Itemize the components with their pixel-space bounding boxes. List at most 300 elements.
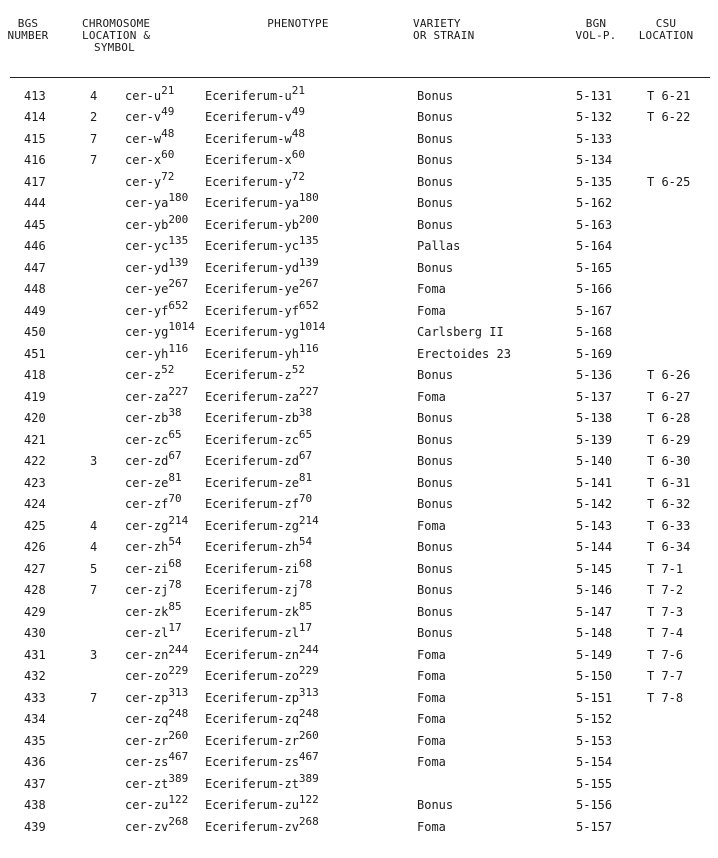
bgs-number: 413 — [24, 88, 46, 103]
gene-symbol — [125, 234, 189, 253]
csu-location: T 6-28 — [647, 411, 691, 425]
bgs-number: 447 — [24, 260, 46, 275]
variety-name: Bonus — [417, 497, 454, 511]
gene-symbol-text: cer-yh — [125, 346, 169, 361]
gene-symbol-text: cer-zk — [125, 604, 169, 619]
phenotype-superscript: 229 — [298, 664, 319, 677]
phenotype-name — [205, 341, 319, 361]
gene-symbol-text: cer-yf — [125, 303, 169, 318]
bgs-number: 418 — [24, 368, 46, 382]
bgs-number: 425 — [24, 518, 46, 533]
bgs-number: 426 — [24, 540, 46, 554]
table-row — [0, 471, 718, 493]
table-body — [0, 84, 718, 837]
variety-name: Foma — [417, 712, 446, 726]
gene-symbol-superscript: 54 — [168, 535, 182, 548]
variety-name: Foma — [417, 389, 446, 404]
bgn-volume-page: 5-148 — [576, 626, 613, 640]
phenotype-superscript: 260 — [298, 728, 319, 742]
gene-symbol — [125, 814, 189, 834]
table-row — [0, 385, 718, 407]
phenotype-superscript: 65 — [298, 427, 313, 441]
bgn-volume-page: 5-143 — [576, 518, 613, 533]
bgs-number: 419 — [24, 389, 46, 404]
bgn-volume-page: 5-155 — [576, 776, 613, 791]
gene-symbol-text: cer-ze — [125, 475, 169, 490]
bgn-volume-page: 5-166 — [576, 282, 613, 296]
chromosome-number: 7 — [90, 153, 98, 167]
bgn-volume-page: 5-137 — [576, 389, 613, 404]
bgs-number: 435 — [24, 733, 46, 748]
gene-symbol-text: cer-zg — [125, 518, 169, 533]
phenotype-text: Eceriferum-zc — [205, 432, 299, 447]
phenotype-text: Eceriferum-yg — [205, 325, 299, 339]
phenotype-text: Eceriferum-zp — [205, 690, 299, 705]
phenotype-superscript: 116 — [298, 341, 319, 355]
bgs-number: 431 — [24, 647, 46, 662]
bgn-volume-page: 5-133 — [576, 131, 613, 146]
phenotype-text: Eceriferum-zh — [205, 540, 299, 554]
table-row — [0, 815, 718, 837]
bgn-volume-page: 5-164 — [576, 239, 613, 253]
phenotype-name — [205, 169, 305, 189]
variety-name: Erectoides 23 — [417, 346, 511, 361]
bgn-volume-page: 5-169 — [576, 346, 613, 361]
variety-name: Foma — [417, 690, 446, 705]
phenotype-name — [205, 105, 305, 124]
header-text: OR STRAIN — [413, 29, 475, 42]
phenotype-superscript: 17 — [298, 621, 313, 634]
table-row — [0, 450, 718, 472]
gene-symbol-text: cer-zp — [125, 690, 169, 705]
phenotype-text: Eceriferum-ye — [205, 282, 299, 296]
header-text: CSU — [655, 17, 677, 30]
phenotype-name — [205, 621, 313, 640]
table-row — [0, 772, 718, 794]
bgs-number: 445 — [24, 217, 46, 232]
gene-symbol-superscript: 78 — [168, 578, 182, 591]
gene-symbol-superscript: 467 — [168, 750, 189, 763]
bgs-number: 421 — [24, 432, 46, 447]
phenotype-text: Eceriferum-zf — [205, 497, 299, 511]
gene-symbol — [125, 427, 182, 447]
csu-location: T 6-29 — [647, 432, 691, 447]
phenotype-text: Eceriferum-za — [205, 389, 299, 404]
phenotype-text: Eceriferum-zs — [205, 755, 299, 769]
csu-location: T 7-1 — [647, 561, 684, 576]
variety-name: Carlsberg II — [417, 325, 504, 339]
gene-symbol-superscript: 49 — [161, 105, 175, 118]
gene-symbol-superscript: 313 — [168, 685, 189, 699]
variety-name: Foma — [417, 755, 446, 769]
gene-symbol-superscript: 52 — [161, 363, 175, 376]
phenotype-superscript: 68 — [298, 556, 313, 570]
phenotype-name — [205, 771, 319, 791]
table-row — [0, 686, 718, 708]
phenotype-text: Eceriferum-zt — [205, 776, 299, 791]
phenotype-name — [205, 814, 319, 834]
gene-symbol-text: cer-u — [125, 88, 162, 103]
gene-symbol-text: cer-za — [125, 389, 169, 404]
phenotype-name — [205, 384, 319, 404]
gene-symbol-superscript: 68 — [168, 556, 182, 570]
phenotype-name — [205, 212, 319, 232]
phenotype-superscript: 70 — [298, 492, 313, 505]
gene-symbol — [125, 148, 175, 167]
header-bgn-vol-p — [574, 18, 618, 42]
phenotype-superscript: 313 — [298, 685, 319, 699]
bgs-number: 415 — [24, 131, 46, 146]
header-text: CHROMOSOME — [82, 17, 151, 30]
header-text: PHENOTYPE — [267, 17, 329, 30]
gene-symbol-superscript: 227 — [168, 384, 189, 398]
phenotype-text: Eceriferum-zd — [205, 454, 299, 468]
table-row — [0, 794, 718, 816]
phenotype-name — [205, 578, 313, 597]
gene-symbol-text: cer-zf — [125, 497, 169, 511]
gene-symbol — [125, 513, 189, 533]
gene-symbol — [125, 298, 189, 318]
bgs-number: 439 — [24, 819, 46, 834]
phenotype-name — [205, 298, 319, 318]
gene-symbol — [125, 535, 182, 554]
bgn-volume-page: 5-145 — [576, 561, 613, 576]
chromosome-number: 2 — [90, 110, 98, 124]
variety-name: Bonus — [417, 561, 454, 576]
phenotype-superscript: 21 — [291, 83, 305, 97]
gene-symbol-text: cer-yg — [125, 325, 169, 339]
chromosome-number: 5 — [90, 561, 98, 576]
variety-name: Bonus — [417, 260, 454, 275]
phenotype-name — [205, 83, 305, 103]
bgs-number: 432 — [24, 669, 46, 683]
table-row — [0, 600, 718, 622]
gene-symbol-superscript: 139 — [168, 255, 189, 269]
phenotype-superscript: 60 — [291, 148, 305, 161]
gene-symbol — [125, 363, 175, 382]
bgn-volume-page: 5-131 — [576, 88, 613, 103]
bgs-number: 424 — [24, 497, 46, 511]
header-text: LOCATION & — [82, 29, 151, 42]
phenotype-superscript: 54 — [298, 535, 313, 548]
bgs-number: 433 — [24, 690, 46, 705]
phenotype-name — [205, 685, 319, 705]
variety-name: Bonus — [417, 174, 454, 189]
variety-name: Bonus — [417, 798, 454, 812]
variety-name: Foma — [417, 733, 446, 748]
variety-name: Pallas — [417, 239, 461, 253]
phenotype-text: Eceriferum-zv — [205, 819, 299, 834]
gene-symbol — [125, 685, 189, 705]
variety-name: Foma — [417, 647, 446, 662]
phenotype-superscript: 248 — [298, 707, 319, 720]
phenotype-superscript: 81 — [298, 470, 313, 484]
gene-symbol — [125, 277, 189, 296]
phenotype-text: Eceriferum-y — [205, 174, 292, 189]
table-row — [0, 729, 718, 751]
phenotype-text: Eceriferum-zo — [205, 669, 299, 683]
gene-symbol-text: cer-yd — [125, 260, 169, 275]
chromosome-number: 7 — [90, 583, 98, 597]
phenotype-name — [205, 492, 313, 511]
phenotype-text: Eceriferum-yd — [205, 260, 299, 275]
phenotype-superscript: 135 — [298, 234, 319, 247]
csu-location: T 6-21 — [647, 88, 691, 103]
bgs-number: 428 — [24, 583, 46, 597]
phenotype-text: Eceriferum-w — [205, 131, 292, 146]
bgn-volume-page: 5-140 — [576, 454, 613, 468]
phenotype-text: Eceriferum-z — [205, 368, 292, 382]
phenotype-superscript: 268 — [298, 814, 319, 828]
phenotype-superscript: 67 — [298, 449, 313, 462]
variety-name: Bonus — [417, 411, 454, 425]
table-row — [0, 428, 718, 450]
phenotype-text: Eceriferum-yc — [205, 239, 299, 253]
phenotype-text: Eceriferum-yf — [205, 303, 299, 318]
table-row — [0, 235, 718, 257]
csu-location: T 7-4 — [647, 626, 684, 640]
bgn-volume-page: 5-135 — [576, 174, 613, 189]
gene-symbol-superscript: 21 — [161, 83, 175, 97]
phenotype-name — [205, 642, 319, 662]
bgn-volume-page: 5-147 — [576, 604, 613, 619]
gene-symbol-text: cer-zi — [125, 561, 169, 576]
gene-symbol-text: cer-zd — [125, 454, 169, 468]
phenotype-superscript: 49 — [291, 105, 305, 118]
phenotype-text: Eceriferum-zi — [205, 561, 299, 576]
header-csu-location — [634, 18, 698, 42]
csu-location: T 7-8 — [647, 690, 684, 705]
variety-name: Foma — [417, 518, 446, 533]
phenotype-text: Eceriferum-zr — [205, 733, 299, 748]
table-row — [0, 493, 718, 515]
gene-symbol — [125, 470, 182, 490]
table-row — [0, 557, 718, 579]
phenotype-text: Eceriferum-zq — [205, 712, 299, 726]
gene-symbol — [125, 728, 189, 748]
gene-symbol-superscript: 85 — [168, 599, 182, 613]
bgn-volume-page: 5-132 — [576, 110, 613, 124]
bgs-number: 450 — [24, 325, 46, 339]
table-row — [0, 579, 718, 601]
phenotype-superscript: 1014 — [298, 320, 326, 333]
header-text: SYMBOL — [94, 41, 135, 54]
table-row — [0, 213, 718, 235]
phenotype-text: Eceriferum-zg — [205, 518, 299, 533]
gene-symbol-text: cer-zu — [125, 798, 169, 812]
gene-symbol-superscript: 135 — [168, 234, 189, 247]
bgs-number: 437 — [24, 776, 46, 791]
bgn-volume-page: 5-134 — [576, 153, 613, 167]
table-row — [0, 643, 718, 665]
gene-symbol — [125, 556, 182, 576]
table-row — [0, 127, 718, 149]
bgs-number: 423 — [24, 475, 46, 490]
variety-name: Foma — [417, 669, 446, 683]
gene-symbol — [125, 771, 189, 791]
csu-location: T 7-2 — [647, 583, 684, 597]
bgn-volume-page: 5-150 — [576, 669, 613, 683]
gene-symbol-superscript: 72 — [161, 169, 175, 183]
table-row — [0, 299, 718, 321]
gene-symbol — [125, 105, 175, 124]
phenotype-name — [205, 793, 319, 812]
csu-location: T 7-7 — [647, 669, 684, 683]
variety-name: Foma — [417, 303, 446, 318]
gene-symbol-superscript: 1014 — [168, 320, 195, 333]
header-text: VARIETY — [413, 17, 461, 30]
gene-symbol-superscript: 81 — [168, 470, 182, 484]
csu-location: T 6-33 — [647, 518, 691, 533]
gene-symbol — [125, 83, 175, 103]
variety-name: Bonus — [417, 110, 454, 124]
phenotype-superscript: 244 — [298, 642, 319, 656]
gene-symbol-superscript: 60 — [161, 148, 175, 161]
phenotype-name — [205, 406, 313, 425]
gene-symbol-text: cer-zh — [125, 540, 169, 554]
variety-name: Bonus — [417, 217, 454, 232]
header-text: LOCATION — [638, 29, 694, 42]
variety-name: Bonus — [417, 475, 454, 490]
gene-symbol — [125, 642, 189, 662]
phenotype-name — [205, 277, 319, 296]
variety-name: Bonus — [417, 153, 454, 167]
gene-symbol — [125, 578, 182, 597]
gene-symbol-superscript: 214 — [168, 513, 189, 527]
table-row — [0, 106, 718, 128]
header-chromosome-location — [82, 18, 168, 54]
csu-location: T 6-31 — [647, 475, 691, 490]
header-phenotype — [258, 18, 338, 30]
csu-location: T 6-22 — [647, 110, 691, 124]
gene-symbol-text: cer-w — [125, 131, 162, 146]
bgs-number: 449 — [24, 303, 46, 318]
phenotype-text: Eceriferum-v — [205, 110, 292, 124]
phenotype-superscript: 78 — [298, 578, 313, 591]
phenotype-text: Eceriferum-zk — [205, 604, 299, 619]
gene-symbol-text: cer-z — [125, 368, 162, 382]
gene-symbol-text: cer-zj — [125, 583, 169, 597]
phenotype-name — [205, 513, 319, 533]
phenotype-name — [205, 707, 319, 726]
variety-name: Bonus — [417, 368, 454, 382]
gene-symbol — [125, 255, 189, 275]
header-divider — [10, 77, 710, 78]
table-row — [0, 170, 718, 192]
csu-location: T 6-25 — [647, 174, 691, 189]
phenotype-text: Eceriferum-ze — [205, 475, 299, 490]
chromosome-number: 7 — [90, 690, 98, 705]
gene-symbol-superscript: 65 — [168, 427, 182, 441]
csu-location: T 6-34 — [647, 540, 691, 554]
header-variety-or-strain — [413, 18, 485, 42]
gene-symbol-superscript: 70 — [168, 492, 182, 505]
table-row — [0, 708, 718, 730]
bgs-number: 434 — [24, 712, 46, 726]
table-row — [0, 149, 718, 171]
bgs-number: 448 — [24, 282, 46, 296]
phenotype-superscript: 52 — [291, 363, 305, 376]
gene-symbol-text: cer-zc — [125, 432, 169, 447]
bgn-volume-page: 5-168 — [576, 325, 613, 339]
gene-symbol-text: cer-zq — [125, 712, 169, 726]
bgn-volume-page: 5-144 — [576, 540, 613, 554]
bgs-number: 416 — [24, 153, 46, 167]
chromosome-number: 4 — [90, 540, 98, 554]
csu-location: T 6-32 — [647, 497, 691, 511]
gene-symbol — [125, 191, 189, 210]
csu-location: T 7-6 — [647, 647, 684, 662]
gene-symbol-superscript: 260 — [168, 728, 189, 742]
bgs-number: 427 — [24, 561, 46, 576]
variety-name: Bonus — [417, 583, 454, 597]
gene-symbol — [125, 449, 182, 468]
phenotype-name — [205, 320, 326, 339]
table-row — [0, 407, 718, 429]
phenotype-superscript: 48 — [291, 126, 305, 140]
table-row — [0, 84, 718, 106]
gene-symbol — [125, 750, 189, 769]
chromosome-number: 3 — [90, 454, 98, 468]
gene-symbol-superscript: 389 — [168, 771, 189, 785]
gene-symbol-superscript: 67 — [168, 449, 182, 462]
gene-symbol — [125, 793, 189, 812]
table-row — [0, 665, 718, 687]
bgn-volume-page: 5-136 — [576, 368, 613, 382]
phenotype-superscript: 652 — [298, 298, 319, 312]
table-row — [0, 256, 718, 278]
header-text: VOL-P. — [575, 29, 617, 42]
gene-symbol — [125, 126, 175, 146]
gene-symbol — [125, 406, 182, 425]
phenotype-text: Eceriferum-zb — [205, 411, 299, 425]
table-row — [0, 514, 718, 536]
gene-symbol-text: cer-yb — [125, 217, 169, 232]
phenotype-name — [205, 728, 319, 748]
bgs-number: 444 — [24, 196, 46, 210]
variety-name: Bonus — [417, 432, 454, 447]
gene-symbol-superscript: 17 — [168, 621, 182, 634]
gene-symbol — [125, 384, 189, 404]
phenotype-superscript: 214 — [298, 513, 319, 527]
gene-symbol — [125, 621, 182, 640]
gene-symbol-text: cer-zs — [125, 755, 169, 769]
gene-symbol — [125, 169, 175, 189]
gene-symbol-text: cer-zo — [125, 669, 169, 683]
phenotype-superscript: 227 — [298, 384, 319, 398]
variety-name: Bonus — [417, 131, 454, 146]
phenotype-name — [205, 449, 313, 468]
gene-symbol-text: cer-zr — [125, 733, 169, 748]
gene-symbol-text: cer-yc — [125, 239, 169, 253]
variety-name: Bonus — [417, 196, 454, 210]
gene-symbol-superscript: 248 — [168, 707, 189, 720]
gene-symbol-text: cer-zt — [125, 776, 169, 791]
phenotype-superscript: 200 — [298, 212, 319, 226]
variety-name: Foma — [417, 282, 446, 296]
gene-symbol-superscript: 200 — [168, 212, 189, 226]
gene-symbol-superscript: 122 — [168, 793, 189, 806]
header-text: BGS — [17, 17, 39, 30]
bgn-volume-page: 5-153 — [576, 733, 613, 748]
table-row — [0, 364, 718, 386]
table-row — [0, 342, 718, 364]
phenotype-text: Eceriferum-x — [205, 153, 292, 167]
bgn-volume-page: 5-146 — [576, 583, 613, 597]
gene-symbol — [125, 492, 182, 511]
phenotype-name — [205, 427, 313, 447]
bgn-volume-page: 5-157 — [576, 819, 613, 834]
